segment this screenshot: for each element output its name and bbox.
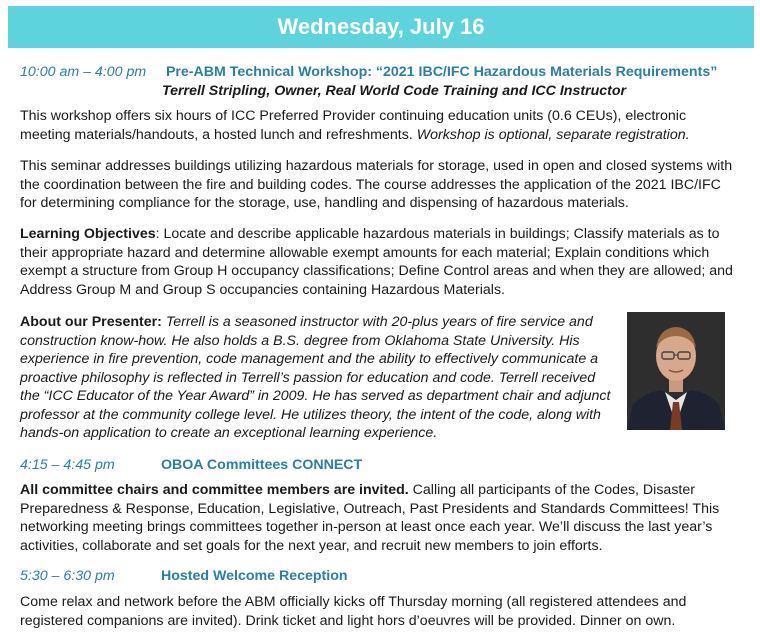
workshop-description-text: This workshop offers six hours of ICC Preferred Provider continuing education units (0.6 CEUs), electronic meeting materials/handouts, a hosted lunch and refreshments. [20, 108, 687, 143]
learning-objectives [20, 225, 740, 299]
presenter-bio-text: Terrell is a seasoned instructor with 20-plus years of fire service and construction know-how. He also holds a B.S. degree from Oklahoma State University. His experience in fire prevention, code management and the ability to effectively communicate a proactive philosophy is reflected in Terrell’s passion for education and code. Terrell received the “ICC Educator of the Year Award” in 2009. He has served as department chair and adjunct professor at the community college level. He utilizes theory, the intent of the code, along with hands-on application to create an exceptional learning experience. [20, 314, 611, 441]
session-heading [20, 567, 348, 586]
session-time: 4:15 – 4:45 pm [20, 457, 115, 473]
presenter-photo [627, 312, 725, 430]
seminar-description: This seminar addresses buildings utilizing hazardous materials for storage, used in open and closed systems with the coordination between the fire and building codes. The course addresses the application of the 2021 IBC/IFC for determining compliance for the storage, use, handling and dispensing of hazardous materials. [20, 158, 733, 211]
committees-invite: All committee chairs and committee members are invited. [20, 482, 409, 498]
learning-objectives-text: : Locate and describe applicable hazardous materials in buildings; Classify materials as to their appropriate hazard and determine allowable exempt amounts for each material; Explain conditions which exempt a structure from Group H occupancy classifications; Define Control areas and when they are allowed; and Address Group M and Group S occupancies containing Hazardous Materials. [20, 226, 733, 298]
day-header: Wednesday, July 16 [8, 6, 754, 48]
presenter-bio: About our Presenter: Terrell is a seasoned instructor with 20-plus years of fire service and construction know-how. He also holds a B.S. degree from Oklahoma State University. His experience in fire prevention, code management and the ability to effectively communicate a proactive philosophy is reflected in Terrell’s passion for education and code. Terrell received the “ICC Educator of the Year Award” in 2009. He has served as department chair and adjunct professor at the community college level. He utilizes theory, the intent of the code, along with hands-on application to create an exceptional learning experience. [20, 314, 611, 441]
presenter-bio-label: About our Presenter [20, 314, 158, 330]
session-title: OBOA Committees CONNECT [160, 457, 363, 473]
session-title: Hosted Welcome Reception [160, 568, 348, 584]
committees-text: Calling all participants of the Codes, Disaster Preparedness & Response, Education, Legislative, Outreach, Past Presidents and Standards Committees! This networking meeting brings committees together in-person at least once each year. We’ll discuss the last year’s activities, collaborate and set goals for the next year, and recruit new members to join efforts. [20, 482, 720, 554]
committees-description [20, 481, 740, 555]
reception-description: Come relax and network before the ABM officially kicks off Thursday morning (all registered attendees and registered companions are invited). Drink ticket and light hors d’oeuvres will be provided. Dinner on own. [20, 594, 687, 629]
session-time: 5:30 – 6:30 pm [20, 568, 115, 584]
workshop-description [20, 107, 740, 144]
session-heading [20, 63, 717, 82]
session-title: Pre-ABM Technical Workshop: “2021 IBC/IFC Hazardous Materials Requirements” [165, 64, 718, 80]
registration-note: Workshop is optional, separate registration. [416, 126, 690, 143]
session-time: 10:00 am – 4:00 pm [20, 64, 147, 80]
session-presenter: Terrell Stripling, Owner, Real World Code Training and ICC Instructor [162, 83, 627, 99]
session-heading [20, 456, 362, 475]
learning-objectives-label: Learning Objectives [20, 226, 156, 242]
